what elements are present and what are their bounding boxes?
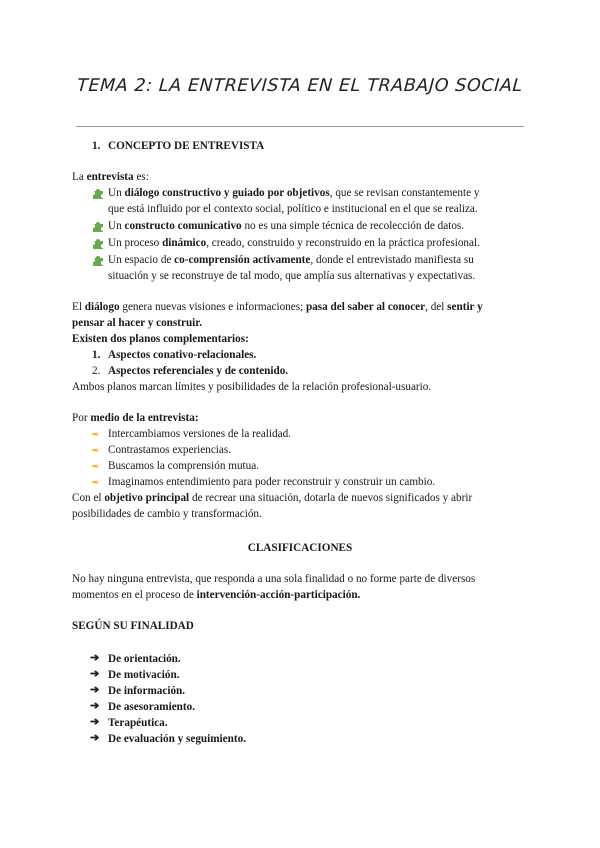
dialogo-line1: El diálogo genera nuevas visiones e informaciones; pasa del saber al conocer, del sentir y [72, 301, 483, 313]
arrow-right-icon: ➨ [92, 445, 100, 455]
planos-title: Existen dos planos complementarios: [72, 333, 249, 345]
arrow-right-icon: ➔ [90, 716, 100, 728]
arrow-right-icon: ➨ [92, 477, 100, 487]
clasificaciones-heading: CLASIFICACIONES [247, 542, 353, 554]
medio-item: Contrastamos experiencias. [108, 444, 232, 456]
medio-title: Por medio de la entrevista: [72, 412, 199, 424]
objetivo-line1: Con el objetivo principal de recrear una situación, dotarla de nuevos significados y abrir [72, 492, 473, 504]
dialogo-line2: pensar al hacer y construir. [72, 317, 203, 329]
list-item: Un diálogo constructivo y guiado por objetivos, que se revisan constantemente y [108, 187, 480, 199]
clasificaciones-line1: No hay ninguna entrevista, que responda a una sola finalidad o no forme parte de diversos [72, 573, 476, 585]
finalidad-item: De evaluación y seguimiento. [108, 733, 246, 745]
arrow-right-icon: ➨ [92, 461, 100, 471]
arrow-right-icon: ➨ [92, 429, 100, 439]
section-heading: CONCEPTO DE ENTREVISTA [108, 140, 265, 152]
arrow-right-icon: ➔ [90, 652, 100, 664]
title-divider [76, 126, 524, 127]
list-item: Un constructo comunicativo no es una simple técnica de recolección de datos. [108, 220, 465, 232]
plano-item: Aspectos referenciales y de contenido. [108, 365, 289, 377]
intro-line: La entrevista es: [72, 171, 149, 183]
puzzle-icon [92, 254, 104, 266]
list-item-continuation: que está influido por el contexto social, político e institucional en el que se realiza. [108, 203, 478, 215]
finalidad-item: De asesoramiento. [108, 701, 195, 713]
ambos-line: Ambos planos marcan límites y posibilidades de la relación profesional-usuario. [72, 381, 432, 393]
list-item: Un espacio de co-comprensión activamente, donde el entrevistado manifiesta su [108, 254, 474, 266]
medio-item: Imaginamos entendimiento para poder reconstruir y construir un cambio. [108, 476, 436, 488]
puzzle-icon [92, 237, 104, 249]
page-title: TEMA 2: LA ENTREVISTA EN EL TRABAJO SOCIAL [76, 76, 524, 96]
arrow-right-icon: ➔ [90, 668, 100, 680]
finalidad-item: De motivación. [108, 669, 180, 681]
arrow-right-icon: ➔ [90, 700, 100, 712]
clasificaciones-line2: momentos en el proceso de intervención-acción-participación. [72, 589, 361, 601]
finalidad-heading: SEGÚN SU FINALIDAD [72, 620, 194, 632]
plano-number: 1. [92, 349, 101, 361]
section-number: 1. [92, 140, 101, 152]
arrow-right-icon: ➔ [90, 684, 100, 696]
list-item: Un proceso dinámico, creado, construido y reconstruido en la práctica profesional. [108, 237, 480, 249]
plano-number: 2. [92, 365, 101, 377]
arrow-right-icon: ➔ [90, 732, 100, 744]
list-item-continuation: situación y se reconstruye de tal modo, que amplía sus alternativas y expectativas. [108, 270, 476, 282]
finalidad-item: De información. [108, 685, 186, 697]
finalidad-item: Terapéutica. [108, 717, 168, 729]
objetivo-line2: posibilidades de cambio y transformación. [72, 508, 262, 520]
medio-item: Buscamos la comprensión mutua. [108, 460, 260, 472]
finalidad-item: De orientación. [108, 653, 181, 665]
puzzle-icon [92, 220, 104, 232]
medio-item: Intercambiamos versiones de la realidad. [108, 428, 291, 440]
plano-item: Aspectos conativo-relacionales. [108, 349, 257, 361]
puzzle-icon [92, 187, 104, 199]
